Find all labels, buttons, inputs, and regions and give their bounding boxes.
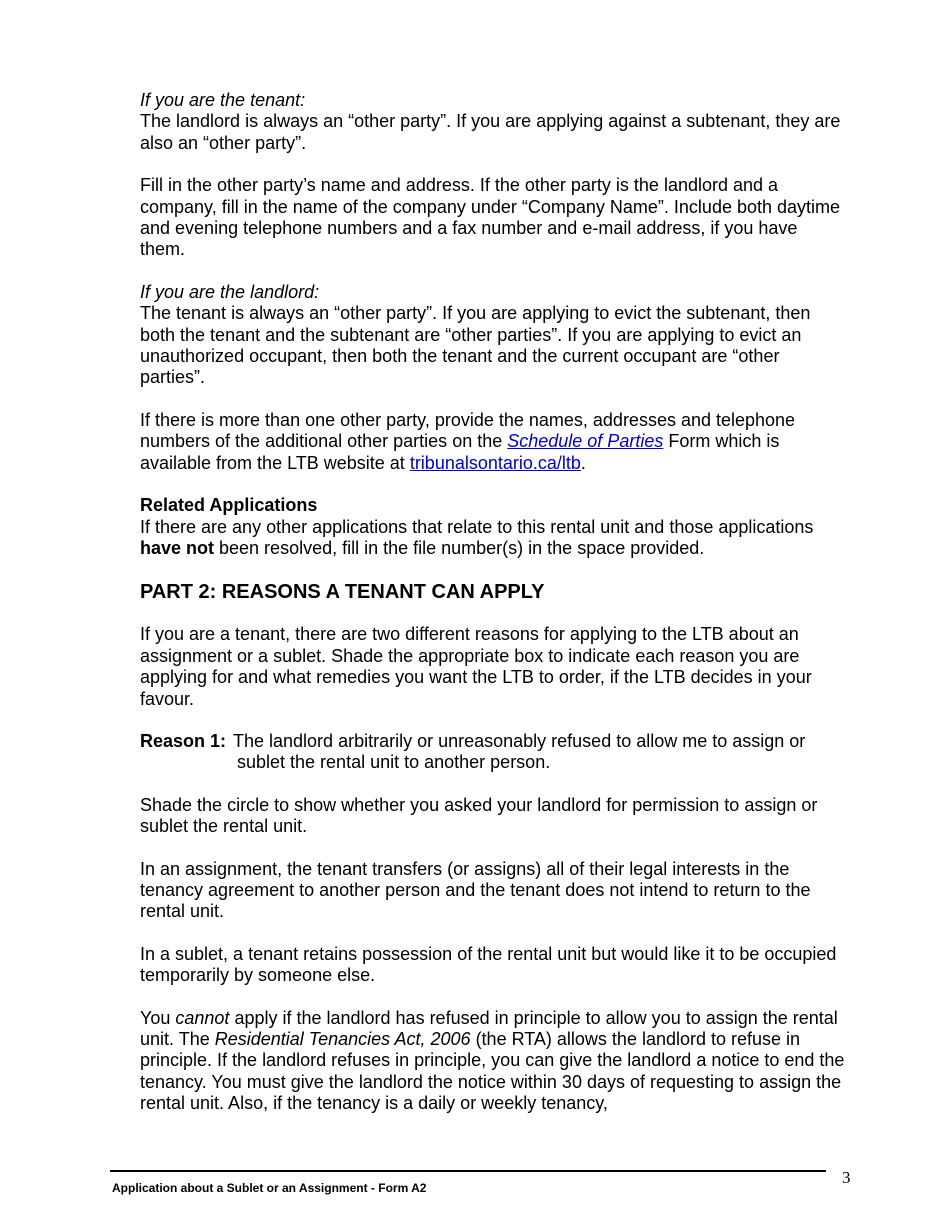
fill-in-paragraph: Fill in the other party’s name and address. If the other party is the landlord and a company, fill in the name of the company under “Company Name”. Include both daytime and evening telephone numbers and a fax number and e-mail address, if you have them. [140, 175, 841, 260]
reason1-text: The landlord arbitrarily or unreasonably refused to allow me to assign or sublet the rental unit to another person. [233, 730, 806, 773]
footer-divider [110, 1170, 826, 1172]
more-parties-text-after: . [580, 452, 586, 473]
page-number: 3 [842, 1168, 851, 1187]
tenant-heading: If you are the tenant: [140, 90, 306, 110]
related-text-after: been resolved, fill in the file number(s) in the space provided. [214, 537, 705, 558]
cannot-text1: You [140, 1007, 176, 1028]
cannot-italic1: cannot [175, 1007, 230, 1028]
schedule-of-parties-link[interactable]: Schedule of Parties [507, 431, 664, 452]
related-applications-paragraph [140, 495, 845, 559]
landlord-text: The tenant is always an “other party”. If you are applying to evict the subtenant, then both the tenant and the subtenant are “other parties”. If you are applying to evict an unauthorized occupant, then both the tenant and the current occupant are “other parties”. [140, 303, 811, 388]
cannot-paragraph [140, 1008, 845, 1115]
related-applications-heading: Related Applications [140, 495, 318, 516]
more-parties-text-middle: Form which is available from the LTB website at [140, 431, 780, 473]
more-parties-paragraph [140, 410, 845, 474]
assignment-paragraph: In an assignment, the tenant transfers (or assigns) all of their legal interests in the tenancy agreement to another person and the tenant does not intend to return to the rental unit. [140, 858, 811, 922]
cannot-italic2: Residential Tenancies Act, 2006 [214, 1029, 471, 1049]
more-parties-text-before: If there is more than one other party, provide the names, addresses and telephone numbers of the additional other parties on the [140, 409, 796, 452]
sublet-paragraph: In a sublet, a tenant retains possession of the rental unit but would like it to be occupied temporarily by someone else. [140, 943, 837, 986]
tenant-text: The landlord is always an “other party”. If you are applying against a subtenant, they are also an “other party”. [140, 111, 841, 153]
cannot-text3: (the RTA) allows the landlord to refuse in principle. If the landlord refuses in principle, you can give the landlord a notice to end the tenancy. You must give the landlord the notice within 30 days of requesting to assign the rental unit. Also, if the tenancy is a daily or weekly tenancy, [140, 1029, 845, 1114]
tenant-paragraph [140, 90, 845, 154]
reason1-label: Reason 1: [140, 730, 227, 751]
ltb-website-link[interactable]: tribunalsontario.ca/ltb [409, 452, 581, 473]
landlord-heading: If you are the landlord: [140, 281, 320, 302]
landlord-paragraph [140, 282, 845, 389]
part2-heading: PART 2: REASONS A TENANT CAN APPLY [140, 581, 545, 604]
reason1-paragraph [140, 731, 845, 774]
related-text-before: If there are any other applications that relate to this rental unit and those applications [140, 516, 814, 537]
footer-form-title: Application about a Sublet or an Assignment - Form A2 [112, 1181, 427, 1195]
shade-paragraph: Shade the circle to show whether you asked your landlord for permission to assign or sublet the rental unit. [140, 794, 818, 837]
cannot-text2: apply if the landlord has refused in principle to allow you to assign the rental unit. The [140, 1007, 838, 1049]
page-content [140, 90, 845, 1136]
part2-intro: If you are a tenant, there are two different reasons for applying to the LTB about an assignment or a sublet. Shade the appropriate box to indicate each reason you are applying for and what remedies you want the LTB to order, if the LTB decides in your favour. [140, 624, 812, 709]
related-bold-text: have not [140, 537, 215, 558]
